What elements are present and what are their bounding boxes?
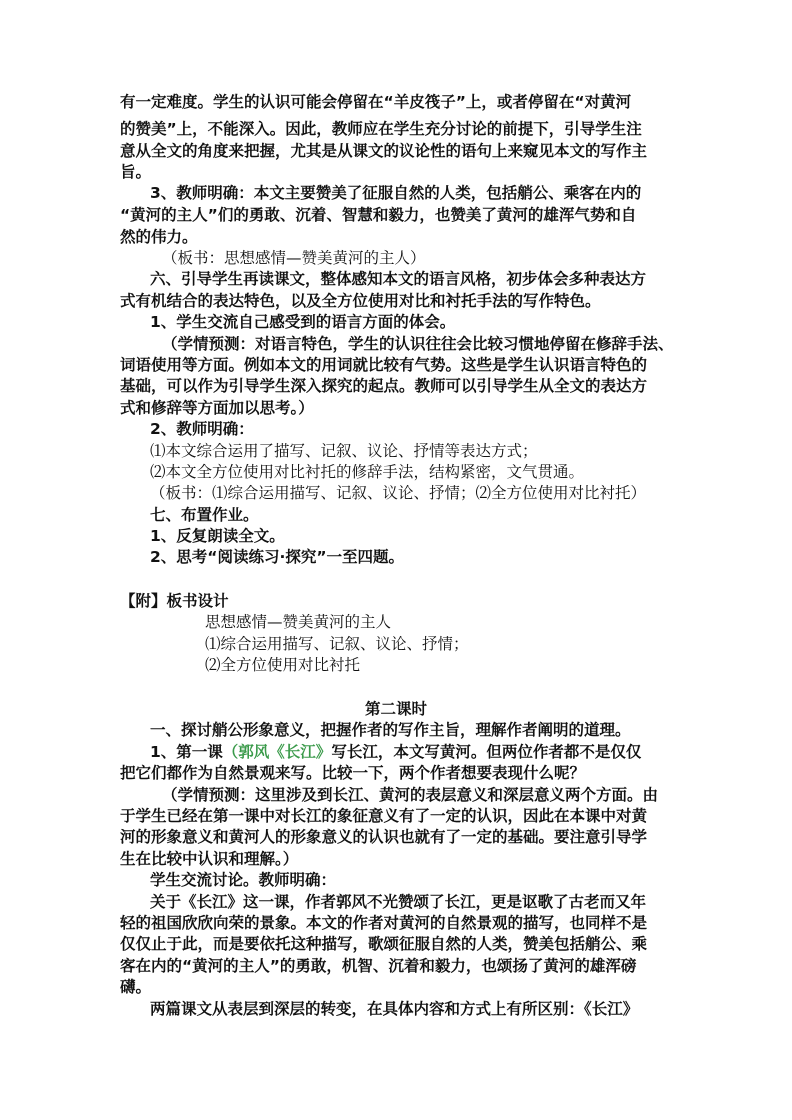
text-line: 3、教师明确：本文主要赞美了征服自然的人类，包括艄公、乘客在内的: [150, 184, 642, 202]
section-heading: 七、布置作业。: [150, 506, 259, 524]
text-line: 关于《长江》这一课，作者郭风不光赞颂了长江，更是讴歌了古老而又年: [150, 893, 647, 911]
board-design-line: ⑴综合运用描写、记叙、议论、抒情；: [205, 635, 469, 653]
text-line: [150, 741, 641, 763]
text-line: 旨。: [120, 163, 152, 181]
text-line: 2、教师明确：: [150, 420, 254, 438]
text-line: 式和修辞等方面加以思考。）: [120, 399, 314, 417]
text-segment: 写长江，本文写黄河。但两位作者都不是仅仅: [331, 743, 642, 761]
text-line: 1、反复朗读全文。: [150, 527, 285, 545]
section-heading: 六、引导学生再读课文，整体感知本文的语言风格，初步体会多种表达方: [150, 270, 647, 288]
text-line: （学情预测：对语言特色，学生的认识往往会比较习惯地停留在修辞手法、: [162, 335, 674, 353]
highlighted-reference: （郭风《长江》: [222, 743, 332, 761]
text-line: 1、学生交流自己感受到的语言方面的体会。: [150, 313, 456, 331]
text-line: 客在内的“黄河的主人”的勇敢，机智、沉着和毅力，也颂扬了黄河的雄浑磅: [120, 957, 637, 975]
text-line: 于学生已经在第一课中对长江的象征意义有了一定的认识，因此在本课中对黄: [120, 807, 648, 825]
text-line: 2、思考“阅读练习·探究”一至四题。: [150, 548, 405, 566]
section-heading: 一、探讨艄公形象意义，把握作者的写作主旨，理解作者阐明的道理。: [150, 721, 631, 739]
text-line: 有一定难度。学生的认识可能会停留在“羊皮筏子”上，或者停留在“对黄河: [120, 93, 632, 111]
text-line: 礴。: [120, 978, 152, 996]
text-line: 生在比较中认识和理解。）: [120, 850, 299, 868]
text-line: “黄河的主人”们的勇敢、沉着、智慧和毅力，也赞美了黄河的雄浑气势和自: [120, 206, 637, 224]
text-line: 意从全文的角度来把握，尤其是从课文的议论性的语句上来窥见本文的写作主: [120, 142, 648, 160]
text-line: 词语使用等方面。例如本文的用词就比较有气势。这些是学生认识语言特色的: [120, 356, 648, 374]
text-line: 仅仅止于此，而是要依托这种描写，歌颂征服自然的人类，赞美包括艄公、乘: [120, 935, 648, 953]
text-line: ⑴本文综合运用了描写、记叙、议论、抒情等表达方式；: [150, 442, 538, 460]
text-line: 基础，可以作为引导学生深入探究的起点。教师可以引导学生从全文的表达方: [120, 377, 648, 395]
text-segment: 1、第一课: [150, 743, 223, 761]
text-line: （学情预测：这里涉及到长江、黄河的表层意义和深层意义两个方面。由: [162, 786, 659, 804]
text-line: 把它们都作为自然景观来写。比较一下，两个作者想要表现什么呢？: [120, 764, 586, 782]
text-line: ⑵本文全方位使用对比衬托的修辞手法，结构紧密，文气贯通。: [150, 463, 585, 481]
text-line: 河的形象意义和黄河人的形象意义的认识也就有了一定的基础。要注意引导学: [120, 828, 648, 846]
text-line: 的赞美”上，不能深入。因此，教师应在学生充分讨论的前提下，引导学生注: [120, 120, 642, 138]
board-design-line: 思想感情—赞美黄河的主人: [205, 613, 392, 631]
text-line: 两篇课文从表层到深层的转变，在具体内容和方式上有所区别：《长江》: [150, 1000, 639, 1018]
text-line: 学生交流讨论。教师明确：: [150, 871, 337, 889]
text-line: 式有机结合的表达特色，以及全方位使用对比和衬托手法的写作特色。: [120, 292, 601, 310]
lesson-title: 第二课时: [364, 700, 427, 718]
board-design-line: ⑵全方位使用对比衬托: [205, 656, 361, 674]
blackboard-note: （板书：思想感情—赞美黄河的主人）: [162, 249, 426, 267]
blackboard-note: （板书：⑴综合运用描写、记叙、议论、抒情；⑵全方位使用对比衬托）: [150, 484, 647, 502]
text-line: 轻的祖国欣欣向荣的景象。本文的作者对黄河的自然景观的描写，也同样不是: [120, 914, 648, 932]
text-line: 然的伟力。: [120, 228, 198, 246]
appendix-heading: 【附】板书设计: [120, 592, 229, 610]
